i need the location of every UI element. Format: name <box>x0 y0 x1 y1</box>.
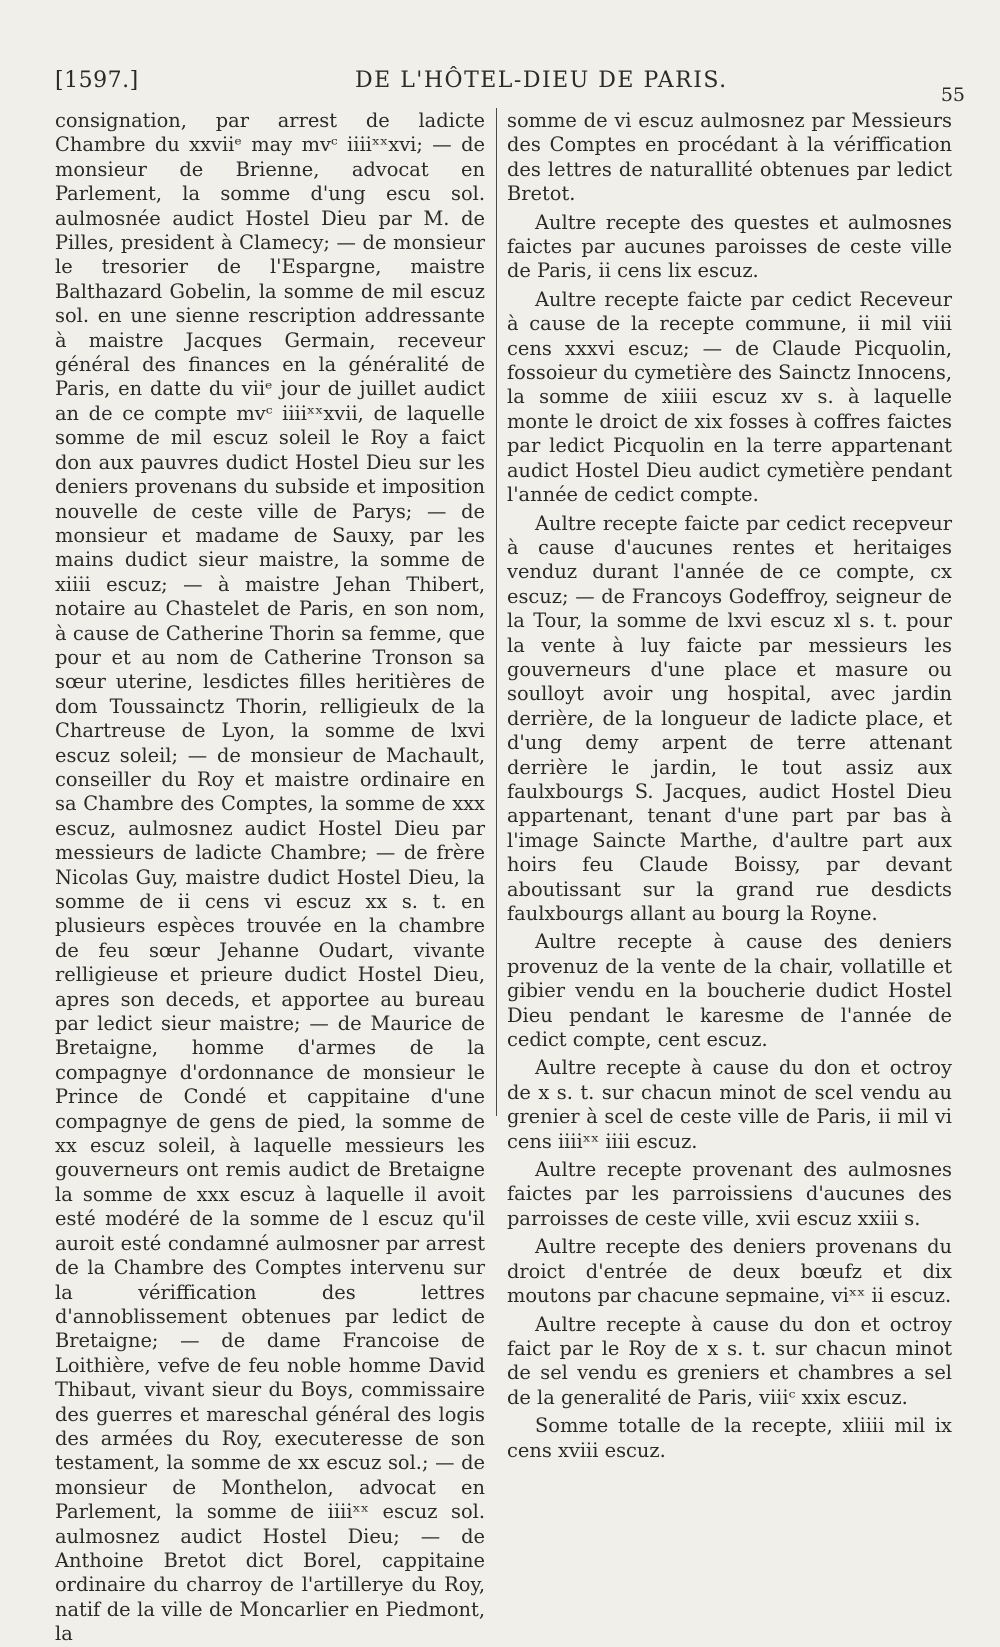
right-paragraph: Aultre recepte à cause du don et octroy de x s. t. sur chacun minot de scel vendu au grenier à scel de ceste ville de Paris, ii mil vi cens iiiiˣˣ iiii escuz. <box>507 1056 952 1153</box>
right-paragraph: somme de vi escuz aulmosnez par Messieurs des Comptes en procédant à la vériffication des lettres de naturallité obtenues par ledict Bretot. <box>507 109 952 206</box>
right-paragraph: Aultre recepte provenant des aulmosnes faictes par les parroissiens d'aucunes des parroisses de ceste ville, xvii escuz xxiii s. <box>507 1158 952 1230</box>
page-header <box>55 64 965 104</box>
right-paragraph: Aultre recepte des questes et aulmosnes faictes par aucunes paroisses de ceste ville de Paris, ii cens lix escuz. <box>507 210 952 283</box>
column-divider <box>496 108 497 1116</box>
left-paragraph: consignation, par arrest de ladicte Chambre du xxviiᵉ may mvᶜ iiiiˣˣxvi; — de monsieur de Brienne, advocat en Parlement, la somme d'ung escu sol. aulmosnée audict Hostel Dieu par M. de Pilles, president à Clamecy; — de monsieur le tresorier de l'Espargne, maistre Balthazard Gobelin, la somme de mil escuz sol. en une sienne rescription addressante à maistre Jacques Germain, receveur général des finances en la généralité de Paris, en datte du viiᵉ jour de juillet audict an de ce compte mvᶜ iiiiˣˣxvii, de laquelle somme de mil escuz soleil le Roy a faict don aux pauvres dudict Hostel Dieu sur les deniers provenans du subside et imposition nouvelle de ceste ville de Parys; — de monsieur et madame de Sauxy, par les mains dudict sieur maistre, la somme de xiiii escuz; — à maistre Jehan Thibert, notaire au Chastelet de Paris, en son nom, à cause de Catherine Thorin sa femme, que pour et au nom de Catherine Tronson sa sœur uterine, lesdictes filles heritières de dom Toussainctz Thorin, relligieulx de la Chartreuse de Lyon, la somme de lxvi escuz soleil; — de monsieur de Machault, conseiller du Roy et maistre ordinaire en sa Chambre des Comptes, la somme de xxx escuz, aulmosnez audict Hostel Dieu par messieurs de ladicte Chambre; — de frère Nicolas Guy, maistre dudict Hostel Dieu, la somme de ii cens vi escuz xx s. t. en plusieurs espèces trouvée en la chambre de feu sœur Jehanne Oudart, vivante relligieuse et prieure dudict Hostel Dieu, apres son deceds, et apportee au bureau par ledict sieur maistre; — de Maurice de Bretaigne, homme d'armes de la compagnye d'ordonnance de monsieur le Prince de Condé et cappitaine d'une compagnye de gens de pied, la somme de xx escuz soleil, à laquelle messieurs les gouverneurs ont remis audict de Bretaigne la somme de xxx escuz à laquelle il avoit esté modéré de la somme de l escuz qu'il auroit esté condamné aulmosner par arrest de la Chambre des Comptes intervenu sur la vériffication des lettres d'annoblissement obtenues par ledict de Bretaigne; — de dame Francoise de Loithière, vefve de feu noble homme David Thibaut, vivant sieur du Boys, commissaire des guerres et mareschal général des logis des armées du Roy, executeresse de son testament, la somme de xx escuz sol.; — de monsieur de Monthelon, advocat en Parlement, la somme de iiiiˣˣ escuz sol. aulmosnez audict Hostel Dieu; — de Anthoine Bretot dict Borel, cappitaine ordinaire du charroy de l'artillerye du Roy, natif de la ville de Moncarlier en Piedmont, la <box>55 109 485 1646</box>
right-paragraph: Somme totalle de la recepte, xliiii mil ix cens xviii escuz. <box>507 1414 952 1462</box>
page-number: 55 <box>940 84 965 106</box>
running-title: DE L'HÔTEL-DIEU DE PARIS. <box>355 68 728 93</box>
left-column <box>55 109 485 1647</box>
right-paragraph: Aultre recepte des deniers provenans du droict d'entrée de deux bœufz et dix moutons par chacune sepmaine, viˣˣ ii escuz. <box>507 1235 952 1308</box>
header-year: [1597.] <box>55 68 139 93</box>
right-paragraph: Aultre recepte à cause des deniers provenuz de la vente de la chair, vollatille et gibier vendu en la boucherie dudict Hostel Dieu pendant le karesme de l'année de cedict compte, cent escuz. <box>507 930 952 1052</box>
right-paragraph: Aultre recepte faicte par cedict Receveur à cause de la recepte commune, ii mil viii cens xxxvi escuz; — de Claude Picquolin, fossoieur du cymetière des Sainctz Innocens, la somme de xiiii escuz xv s. à laquelle monte le droict de xix fosses à coffres faictes par ledict Picquolin en la terre appartenant audict Hostel Dieu audict cymetière pendant l'année de cedict compte. <box>507 287 952 507</box>
right-paragraph: Aultre recepte à cause du don et octroy faict par le Roy de x s. t. sur chacun minot de sel vendu es greniers et chambres a sel de la generalité de Paris, viiiᶜ xxix escuz. <box>507 1312 952 1409</box>
right-column <box>507 109 952 1463</box>
right-paragraph: Aultre recepte faicte par cedict recepveur à cause d'aucunes rentes et heritaiges venduz durant l'année de ce compte, cx escuz; — de Francoys Godeffroy, seigneur de la Tour, la somme de lxvi escuz xl s. t. pour la vente à luy faicte par messieurs les gouverneurs d'une place et masure ou soulloyt avoir ung hospital, avec jardin derrière, de la longueur de ladicte place, et d'ung demy arpent de terre attenant derrière le jardin, le tout assiz aux faulxbourgs S. Jacques, audict Hostel Dieu appartenant, tenant d'une part par bas à l'image Saincte Marthe, d'aultre part aux hoirs feu Claude Boissy, par devant aboutissant sur la grand rue desdicts faulxbourgs allant au bourg la Royne. <box>507 511 952 925</box>
